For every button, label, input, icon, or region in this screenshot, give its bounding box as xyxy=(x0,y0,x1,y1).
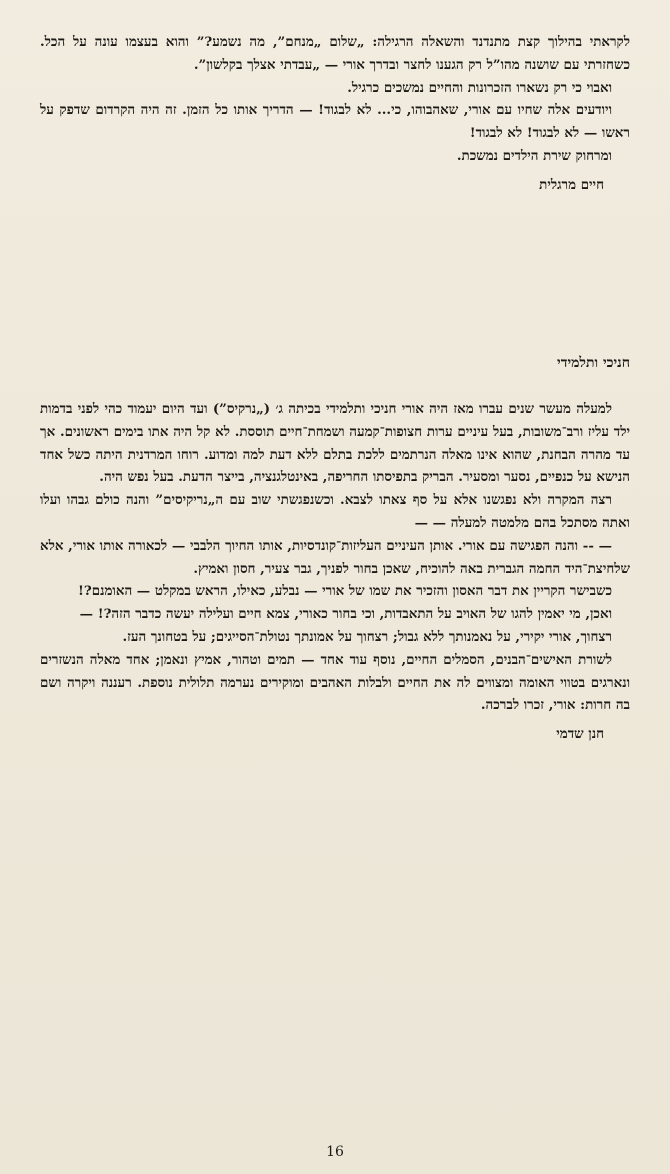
paragraph: לשורת האישים־הבנים, הסמלים החיים, נוסף עוד אחד — תמים וטהור, אמיץ ונאמן; אחד מאלה הנשזרים ונארגים בטווי האומה ומצווים לה את החיים ולבלות האהבים ומוקירים נערמה תלולית נוספת. רעננה ויקרה ושם בה חרות: אורי, זכרו לברכה. xyxy=(40,651,630,714)
paragraph: רצה המקרה ולא נפגשנו אלא על סף צאתו לצבא. וכשנפגשתי שוב עם ה„נריקיסים” והנה כולם גבהו ועלו ואתה מסתכל בהם מלמטה למעלה — — xyxy=(40,492,630,531)
page-number: 16 xyxy=(326,1144,344,1160)
paragraph: לקראתי בהילוך קצת מתנדנד והשאלה הרגילה: „שלום „מנחם”, מה נשמע?” והוא בעצמו עונה על הכל. כשחזרתי עם שושנה מהו”ל רק הגענו לחצר ובדרך אורי — „עבדתי אצלך בקלשון”. xyxy=(40,34,630,73)
paragraph: רצחוך, אורי יקירי, על נאמנותך ללא גבול; רצחוך על אמונתך נטולת־הסייגים; על בטחונך העז. xyxy=(122,628,612,645)
paragraph: ומרחוק שירת הילדים נמשכת. xyxy=(456,147,612,164)
paragraph: כשבישר הקריין את דבר האסון והזכיר את שמו של אורי — נבלע, כאילו, הראש במקלט — האומנם?! xyxy=(78,583,612,600)
author-signature: חיים מרגלית xyxy=(539,176,604,193)
paragraph: למעלה מעשר שנים עברו מאז היה אורי חניכי ותלמידי בכיתה ג׳ („נרקיס”) ועד היום יעמוד כהי לפני בדמות ילד עליז ורב־משובות, בעל עיניים ערות חצופות־קמעה ושמחת־חיים תוססת. לא קל היה אתו בימים ראשונים. אך עד מהרה הבחנת, שהוא אינו מאלה הנרתמים ללכת בתלם ללא דעת למה ומדוע. רוחו המרדנית היתה כשל אחד הנישא על כנפיים, נסער ומסעיר. הבריק בתפיסתו החריפה, באינטלגנציה, בייצר הדעת. בעל נפש היה. xyxy=(40,401,630,486)
paragraph: ואבוי כי רק נשארו הזכרונות והחיים נמשכים כרגיל. xyxy=(347,79,612,96)
paragraph: ואכן, מי יאמין להגו של האויב על התאבדות, וכי בחור כאורי, צמא חיים ועלילה יעשה כדבר הזה?! — xyxy=(79,606,612,623)
paragraph: — -- והנה הפגישה עם אורי. אותן העיניים העליזות־קונדסיות, אותו החיוך הלבבי — לכאורה אותו אורי, אלא שלחיצת־היד החמה הגברית באה להוכיח, שאכן בחור לפניך, גבר צעיר, חסון ואמיץ. xyxy=(40,537,630,577)
paragraph: ויודעים אלה שחיו עם אורי, שאהבוהו, כי... לא לבגוד! — הדריך אותו כל הזמן. זה היה הקרדום שדפק על ראשו — לא לבגוד! לא לבגוד! xyxy=(40,102,630,142)
section-heading: חניכי ותלמידי xyxy=(557,355,630,371)
memorial-text-section-2 xyxy=(40,398,630,746)
author-signature: חנן שדמי xyxy=(556,726,604,743)
memorial-text-section-1 xyxy=(40,31,630,197)
